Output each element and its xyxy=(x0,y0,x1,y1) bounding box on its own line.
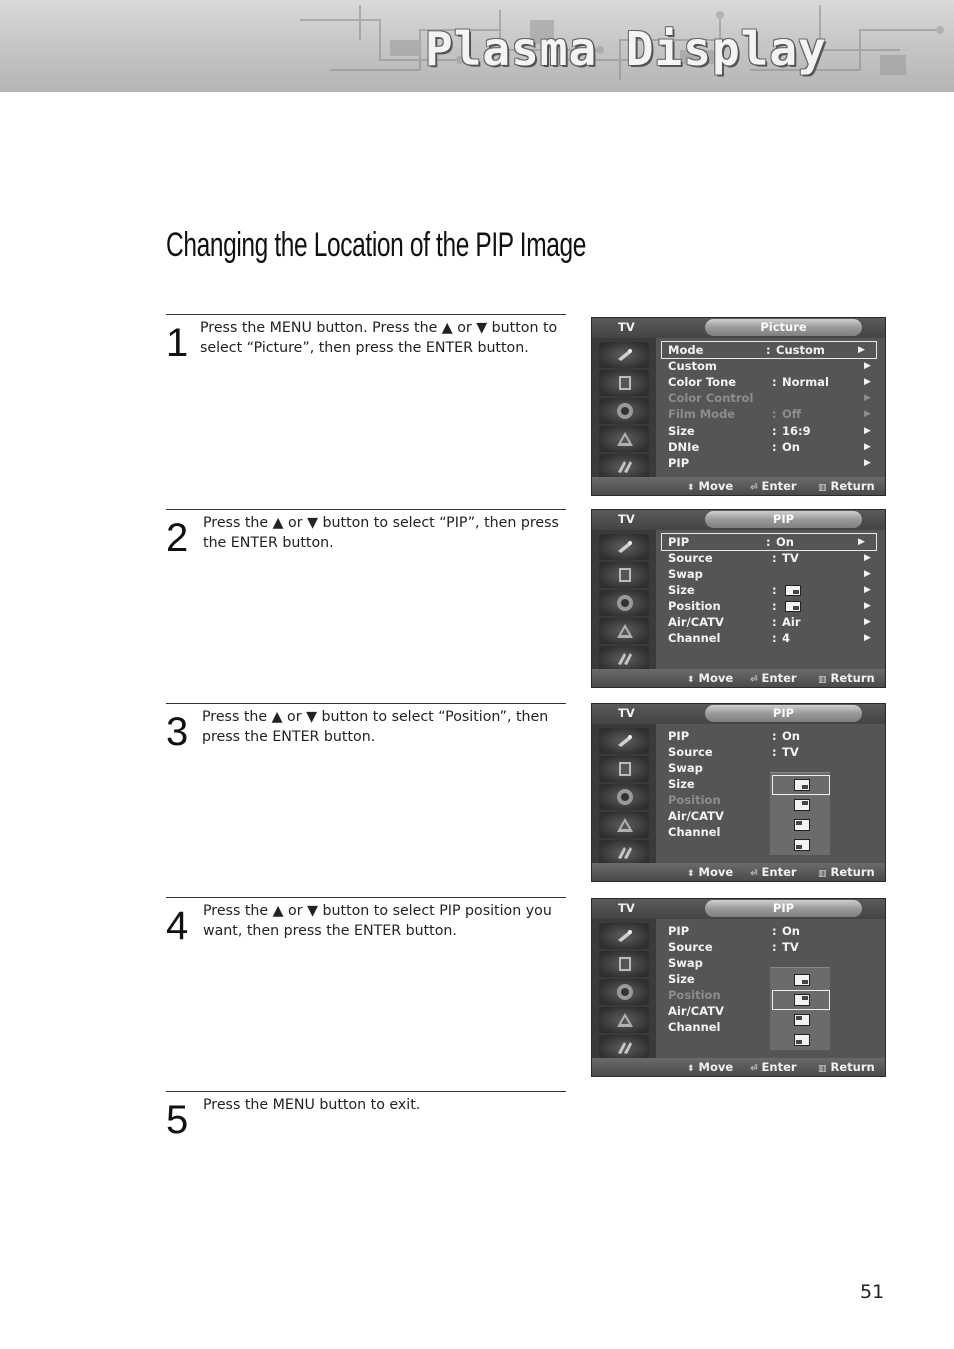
step-number: 3 xyxy=(166,710,189,754)
osd-item-label: PIP xyxy=(668,924,690,938)
updown-arrow-icon: ⬍ xyxy=(687,483,695,493)
menu-icon: ▥ xyxy=(818,1064,827,1074)
osd-menu-item[interactable] xyxy=(668,374,880,390)
osd-item-label: Swap xyxy=(668,956,703,970)
menu-icon: ▥ xyxy=(818,675,827,685)
pip-bottom-left-icon xyxy=(794,1034,810,1046)
osd-item-label: Color Tone xyxy=(668,375,737,390)
channel-icon[interactable] xyxy=(599,426,649,452)
pip-size-icon xyxy=(785,601,801,612)
osd-item-colon: : xyxy=(772,407,777,422)
updown-arrow-icon: ⬍ xyxy=(687,675,695,685)
osd-item-value: 4 xyxy=(782,631,791,645)
menu-icon: ▥ xyxy=(818,869,827,879)
osd-item-colon: : xyxy=(772,599,777,613)
channel-icon[interactable] xyxy=(599,812,649,838)
osd-item-colon: : xyxy=(772,631,777,645)
step-text: Press the ▲ or ▼ button to select PIP position you want, then press the ENTER button. xyxy=(203,903,552,939)
pip-position-picker xyxy=(770,967,830,1050)
pip-position-option-top-left[interactable] xyxy=(773,1011,829,1029)
osd-tv-label: TV xyxy=(618,320,635,334)
osd-item-label: Swap xyxy=(668,761,703,775)
arrow-right-icon: ▶ xyxy=(864,409,871,420)
osd-screen-4 xyxy=(591,898,886,1077)
osd-item-label: Size xyxy=(668,972,695,986)
osd-item-colon: : xyxy=(772,940,777,954)
osd-side-icons xyxy=(592,530,656,669)
osd-item-value: Off xyxy=(782,407,802,422)
page-number: 51 xyxy=(860,1281,885,1303)
osd-title-bar xyxy=(592,318,885,338)
osd-item-label: Color Control xyxy=(668,391,754,406)
osd-item-label: Channel xyxy=(668,631,721,645)
osd-item-colon: : xyxy=(772,551,777,565)
osd-hint-move: ⬍ Move xyxy=(687,479,734,493)
pip-bottom-right-icon xyxy=(794,779,810,791)
channel-icon[interactable] xyxy=(599,618,649,644)
pip-position-option-bottom-left[interactable] xyxy=(773,1031,829,1049)
osd-item-label: DNIe xyxy=(668,439,700,454)
osd-item-colon: : xyxy=(772,729,777,743)
osd-menu-item[interactable] xyxy=(668,358,880,374)
osd-item-value: Air xyxy=(782,615,801,629)
pip-position-picker xyxy=(770,772,830,855)
osd-menu-item[interactable] xyxy=(668,455,880,471)
osd-item-label: Custom xyxy=(668,359,717,374)
osd-item-label: Size xyxy=(668,583,695,597)
osd-item-value: On xyxy=(776,535,794,549)
pip-position-option-bottom-right[interactable] xyxy=(773,971,829,989)
osd-menu-item[interactable] xyxy=(662,534,876,550)
osd-item-label: Film Mode xyxy=(668,407,736,422)
osd-item-value: TV xyxy=(782,745,799,759)
osd-menu-item[interactable] xyxy=(668,939,880,955)
osd-hint-move: ⬍ Move xyxy=(687,865,734,879)
osd-menu-item[interactable] xyxy=(668,923,880,939)
osd-hint-bar xyxy=(592,669,885,687)
osd-item-label: Air/CATV xyxy=(668,809,724,823)
osd-hint-return: ▥ Return xyxy=(818,479,875,493)
pip-top-left-icon xyxy=(794,1014,810,1026)
antenna-icon[interactable] xyxy=(599,342,649,368)
osd-menu-item[interactable] xyxy=(668,614,880,630)
antenna-icon[interactable] xyxy=(599,534,649,560)
osd-menu-list xyxy=(656,919,885,1058)
step-number: 5 xyxy=(166,1098,189,1142)
osd-item-colon: : xyxy=(766,343,771,357)
osd-menu-list xyxy=(656,530,885,669)
osd-item-label: Position xyxy=(668,793,721,807)
osd-menu-tab[interactable]: PIP xyxy=(705,705,862,722)
enter-icon: ⏎ xyxy=(750,1064,758,1074)
step-text: Press the MENU button. Press the ▲ or ▼ button to select “Picture”, then press the ENTER button. xyxy=(200,320,558,356)
osd-item-label: PIP xyxy=(668,729,690,743)
osd-title-bar xyxy=(592,510,885,530)
osd-item-label: Source xyxy=(668,551,713,565)
step-number: 4 xyxy=(166,904,189,948)
osd-menu-tab[interactable]: Picture xyxy=(705,319,862,336)
osd-screen-3 xyxy=(591,703,886,882)
arrow-right-icon: ▶ xyxy=(864,633,871,643)
pip-position-option-top-right[interactable] xyxy=(773,796,829,814)
osd-side-icons xyxy=(592,724,656,863)
osd-side-icons xyxy=(592,338,656,477)
osd-item-label: Air/CATV xyxy=(668,1004,724,1018)
osd-item-label: Source xyxy=(668,745,713,759)
osd-item-value: TV xyxy=(782,551,799,565)
osd-item-label: Position xyxy=(668,988,721,1002)
antenna-icon[interactable] xyxy=(599,923,649,949)
arrow-right-icon: ▶ xyxy=(864,585,871,595)
osd-hint-return: ▥ Return xyxy=(818,671,875,685)
osd-item-label: Size xyxy=(668,423,695,438)
step-text: Press the ▲ or ▼ button to select “PIP”, then press the ENTER button. xyxy=(203,515,559,551)
osd-item-label: Mode xyxy=(668,343,704,357)
speaker-icon[interactable] xyxy=(599,979,649,1005)
osd-menu-item[interactable] xyxy=(668,439,880,455)
osd-hint-move: ⬍ Move xyxy=(687,1060,734,1074)
osd-hint-enter: ⏎ Enter xyxy=(750,671,797,685)
osd-hint-return: ▥ Return xyxy=(818,865,875,879)
osd-item-label: Channel xyxy=(668,1020,721,1034)
osd-item-colon: : xyxy=(766,535,771,549)
osd-item-value: On xyxy=(782,729,800,743)
speaker-icon[interactable] xyxy=(599,784,649,810)
osd-menu-list xyxy=(656,338,885,477)
updown-arrow-icon: ⬍ xyxy=(687,869,695,879)
header-banner xyxy=(0,0,954,92)
updown-arrow-icon: ⬍ xyxy=(687,1064,695,1074)
step-text: Press the ▲ or ▼ button to select “Position”, then press the ENTER button. xyxy=(202,709,549,745)
speaker-icon[interactable] xyxy=(599,590,649,616)
step-number: 2 xyxy=(166,516,189,560)
osd-item-colon: : xyxy=(772,439,777,454)
osd-menu-tab[interactable]: PIP xyxy=(705,511,862,528)
osd-tv-label: TV xyxy=(618,706,635,720)
osd-item-colon: : xyxy=(772,745,777,759)
step-5 xyxy=(166,1091,566,1152)
arrow-right-icon: ▶ xyxy=(864,617,871,627)
osd-item-label: Channel xyxy=(668,825,721,839)
menu-icon: ▥ xyxy=(818,483,827,493)
osd-title-bar xyxy=(592,899,885,919)
picture-icon[interactable] xyxy=(599,756,649,782)
osd-item-label: PIP xyxy=(668,455,690,470)
osd-item-label: Position xyxy=(668,599,721,613)
osd-item-label: PIP xyxy=(668,535,690,549)
osd-item-value: TV xyxy=(782,940,799,954)
picture-icon[interactable] xyxy=(599,951,649,977)
osd-menu-item[interactable] xyxy=(668,423,880,439)
arrow-right-icon: ▶ xyxy=(864,441,871,452)
picture-icon[interactable] xyxy=(599,370,649,396)
arrow-right-icon: ▶ xyxy=(858,345,865,355)
osd-item-colon: : xyxy=(772,375,777,390)
arrow-right-icon: ▶ xyxy=(864,361,871,372)
antenna-icon[interactable] xyxy=(599,728,649,754)
osd-hint-enter: ⏎ Enter xyxy=(750,1060,797,1074)
osd-tv-label: TV xyxy=(618,901,635,915)
osd-menu-item[interactable] xyxy=(668,390,880,406)
osd-item-label: Source xyxy=(668,940,713,954)
enter-icon: ⏎ xyxy=(750,483,758,493)
osd-hint-move: ⬍ Move xyxy=(687,671,734,685)
osd-hint-bar xyxy=(592,1058,885,1076)
osd-item-label: Swap xyxy=(668,567,703,581)
step-number: 1 xyxy=(166,321,189,365)
picture-icon[interactable] xyxy=(599,562,649,588)
osd-menu-item[interactable] xyxy=(668,744,880,760)
arrow-right-icon: ▶ xyxy=(864,553,871,563)
step-text: Press the MENU button to exit. xyxy=(203,1097,421,1113)
pip-position-option-top-right[interactable] xyxy=(773,991,829,1009)
osd-menu-list xyxy=(656,724,885,863)
banner-title: Plasma Display xyxy=(425,22,827,76)
enter-icon: ⏎ xyxy=(750,869,758,879)
step-3 xyxy=(166,703,566,894)
osd-item-value: On xyxy=(782,924,800,938)
page-title: Changing the Location of the PIP Image xyxy=(166,226,587,264)
pip-position-option-bottom-left[interactable] xyxy=(773,836,829,854)
osd-item-label: Air/CATV xyxy=(668,615,724,629)
osd-menu-tab[interactable]: PIP xyxy=(705,900,862,917)
osd-hint-return: ▥ Return xyxy=(818,1060,875,1074)
osd-menu-item[interactable] xyxy=(668,566,880,582)
arrow-right-icon: ▶ xyxy=(864,393,871,404)
pip-top-right-icon xyxy=(794,994,810,1006)
osd-item-value: Custom xyxy=(776,343,825,357)
osd-item-value: On xyxy=(782,439,800,454)
osd-menu-item[interactable] xyxy=(668,406,880,422)
arrow-right-icon: ▶ xyxy=(864,425,871,436)
osd-item-colon: : xyxy=(772,583,777,597)
pip-top-left-icon xyxy=(794,819,810,831)
osd-menu-item[interactable] xyxy=(668,598,880,614)
pip-size-icon xyxy=(785,585,801,596)
osd-menu-item[interactable] xyxy=(668,728,880,744)
osd-item-value: 16:9 xyxy=(782,423,811,438)
osd-item-label: Size xyxy=(668,777,695,791)
channel-icon[interactable] xyxy=(599,1007,649,1033)
osd-screen-2 xyxy=(591,509,886,688)
osd-menu-item[interactable] xyxy=(662,342,876,358)
arrow-right-icon: ▶ xyxy=(858,537,865,547)
speaker-icon[interactable] xyxy=(599,398,649,424)
enter-icon: ⏎ xyxy=(750,675,758,685)
osd-hint-bar xyxy=(592,863,885,881)
arrow-right-icon: ▶ xyxy=(864,377,871,388)
osd-hint-enter: ⏎ Enter xyxy=(750,865,797,879)
pip-bottom-right-icon xyxy=(794,974,810,986)
osd-tv-label: TV xyxy=(618,512,635,526)
pip-position-option-bottom-right[interactable] xyxy=(773,776,829,794)
osd-side-icons xyxy=(592,919,656,1058)
osd-hint-enter: ⏎ Enter xyxy=(750,479,797,493)
pip-bottom-left-icon xyxy=(794,839,810,851)
pip-position-option-top-left[interactable] xyxy=(773,816,829,834)
arrow-right-icon: ▶ xyxy=(864,569,871,579)
osd-hint-bar xyxy=(592,477,885,495)
osd-title-bar xyxy=(592,704,885,724)
osd-screen-1 xyxy=(591,317,886,496)
osd-item-colon: : xyxy=(772,615,777,629)
osd-item-colon: : xyxy=(772,924,777,938)
arrow-right-icon: ▶ xyxy=(864,457,871,468)
pip-top-right-icon xyxy=(794,799,810,811)
step-1 xyxy=(166,314,566,505)
osd-menu-item[interactable] xyxy=(668,582,880,598)
step-2 xyxy=(166,509,566,700)
osd-item-colon: : xyxy=(772,423,777,438)
osd-item-value: Normal xyxy=(782,375,829,390)
arrow-right-icon: ▶ xyxy=(864,601,871,611)
osd-menu-item[interactable] xyxy=(668,630,880,646)
osd-menu-item[interactable] xyxy=(668,550,880,566)
step-4 xyxy=(166,897,566,1088)
